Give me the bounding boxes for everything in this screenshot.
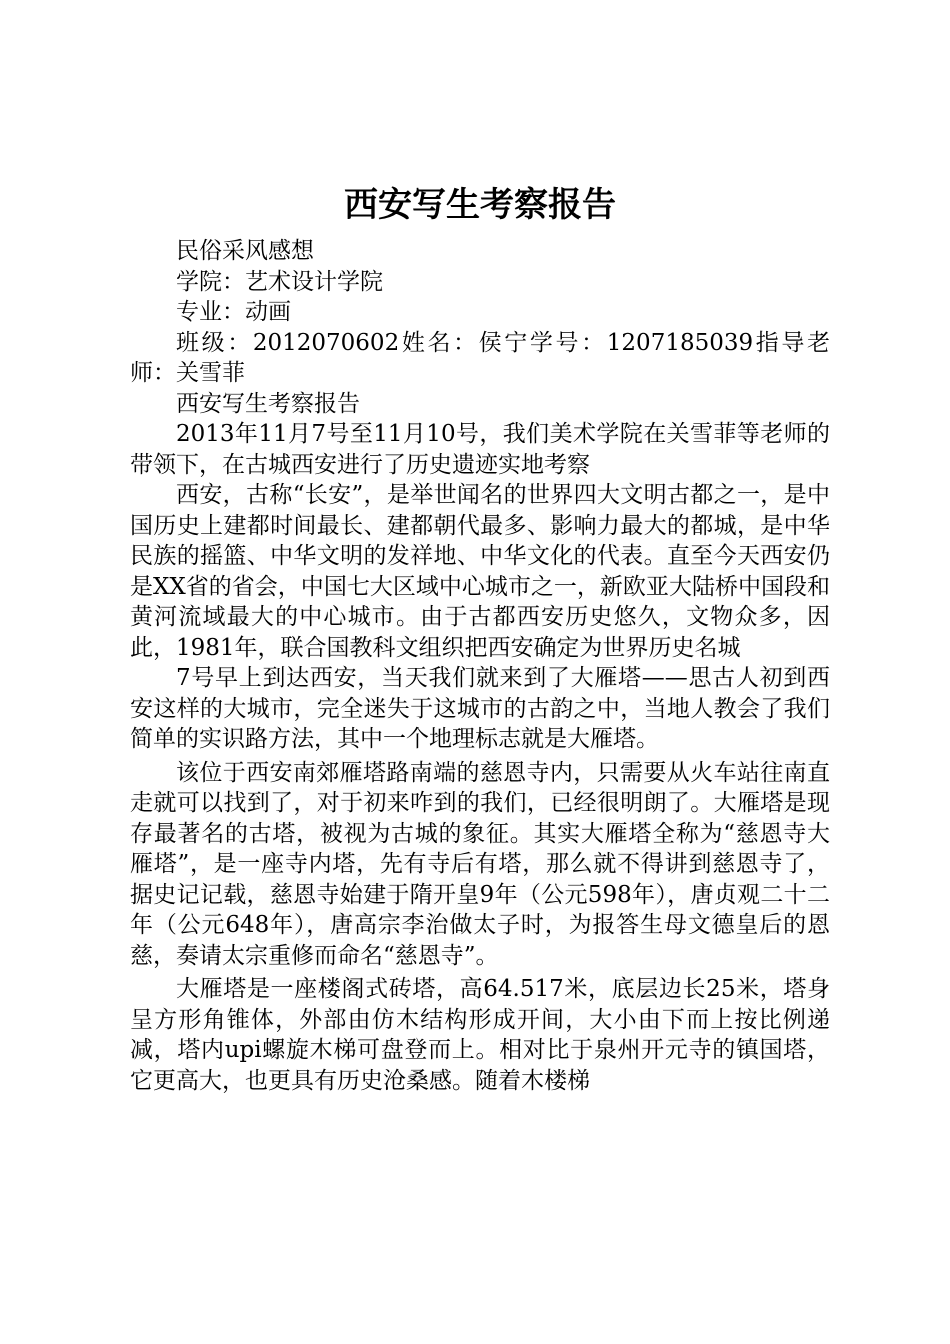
paragraph-xian-history: 西安，古称“长安”，是举世闻名的世界四大文明古都之一，是中国历史上建都时间最长、建都朝代最多、影响力最大的都城，是中华民族的摇篮、中华文明的发祥地、中华文化的代表。直至今天西安仍是XX省的省会，中国七大区域中心城市之一，新欧亚大陆桥中国段和黄河流域最大的中心城市。由于古都西安历史悠久，文物众多，因此，1981年，联合国教科文组织把西安确定为世界历史名城 [130, 482, 830, 661]
paragraph-class-info: 班级：2012070602姓名：侯宁学号：1207185039指导老师：关雪菲 [130, 329, 830, 386]
paragraph-report-heading: 西安写生考察报告 [176, 390, 360, 417]
document-title: 西安写生考察报告 [344, 185, 616, 225]
paragraph-major: 专业：动画 [176, 299, 291, 325]
paragraph-arrival: 7号早上到达西安，当天我们就来到了大雁塔——思古人初到西安这样的大城市，完全迷失于这城市的古韵之中，当地人教会了我们简单的实识路方法，其中一个地理标志就是大雁塔。 [130, 665, 830, 752]
paragraph-ciensi: 该位于西安南郊雁塔路南端的慈恩寺内，只需要从火车站往南直走就可以找到了，对于初来咋到的我们，已经很明朗了。大雁塔是现存最著名的古塔，被视为古城的象征。其实大雁塔全称为“慈恩寺大雁塔”，是一座寺内塔，先有寺后有塔，那么就不得讲到慈恩寺了，据史记记载，慈恩寺始建于隋开皇9年（公元598年），唐贞观二十二年（公元648年），唐高宗李治做太子时，为报答生母文德皇后的恩慈，奏请太宗重修而命名“慈恩寺”。 [130, 759, 830, 969]
document-page [130, 180, 830, 1096]
paragraph-intro: 2013年11月7号至11月10号，我们美术学院在关雪菲等老师的带领下，在古城西安进行了历史遗迹实地考察 [130, 421, 830, 478]
paragraph-subtitle: 民俗采风感想 [176, 238, 314, 264]
paragraph-college: 学院：艺术设计学院 [176, 268, 383, 295]
paragraph-pagoda: 大雁塔是一座楼阁式砖塔，高64.517米，底层边长25米，塔身呈方形角锥体，外部由仿木结构形成开间，大小由下而上按比例递减，塔内upi螺旋木梯可盘登而上。相对比于泉州开元寺的镇国塔，它更高大，也更具有历史沧桑感。随着木楼梯 [130, 976, 830, 1094]
